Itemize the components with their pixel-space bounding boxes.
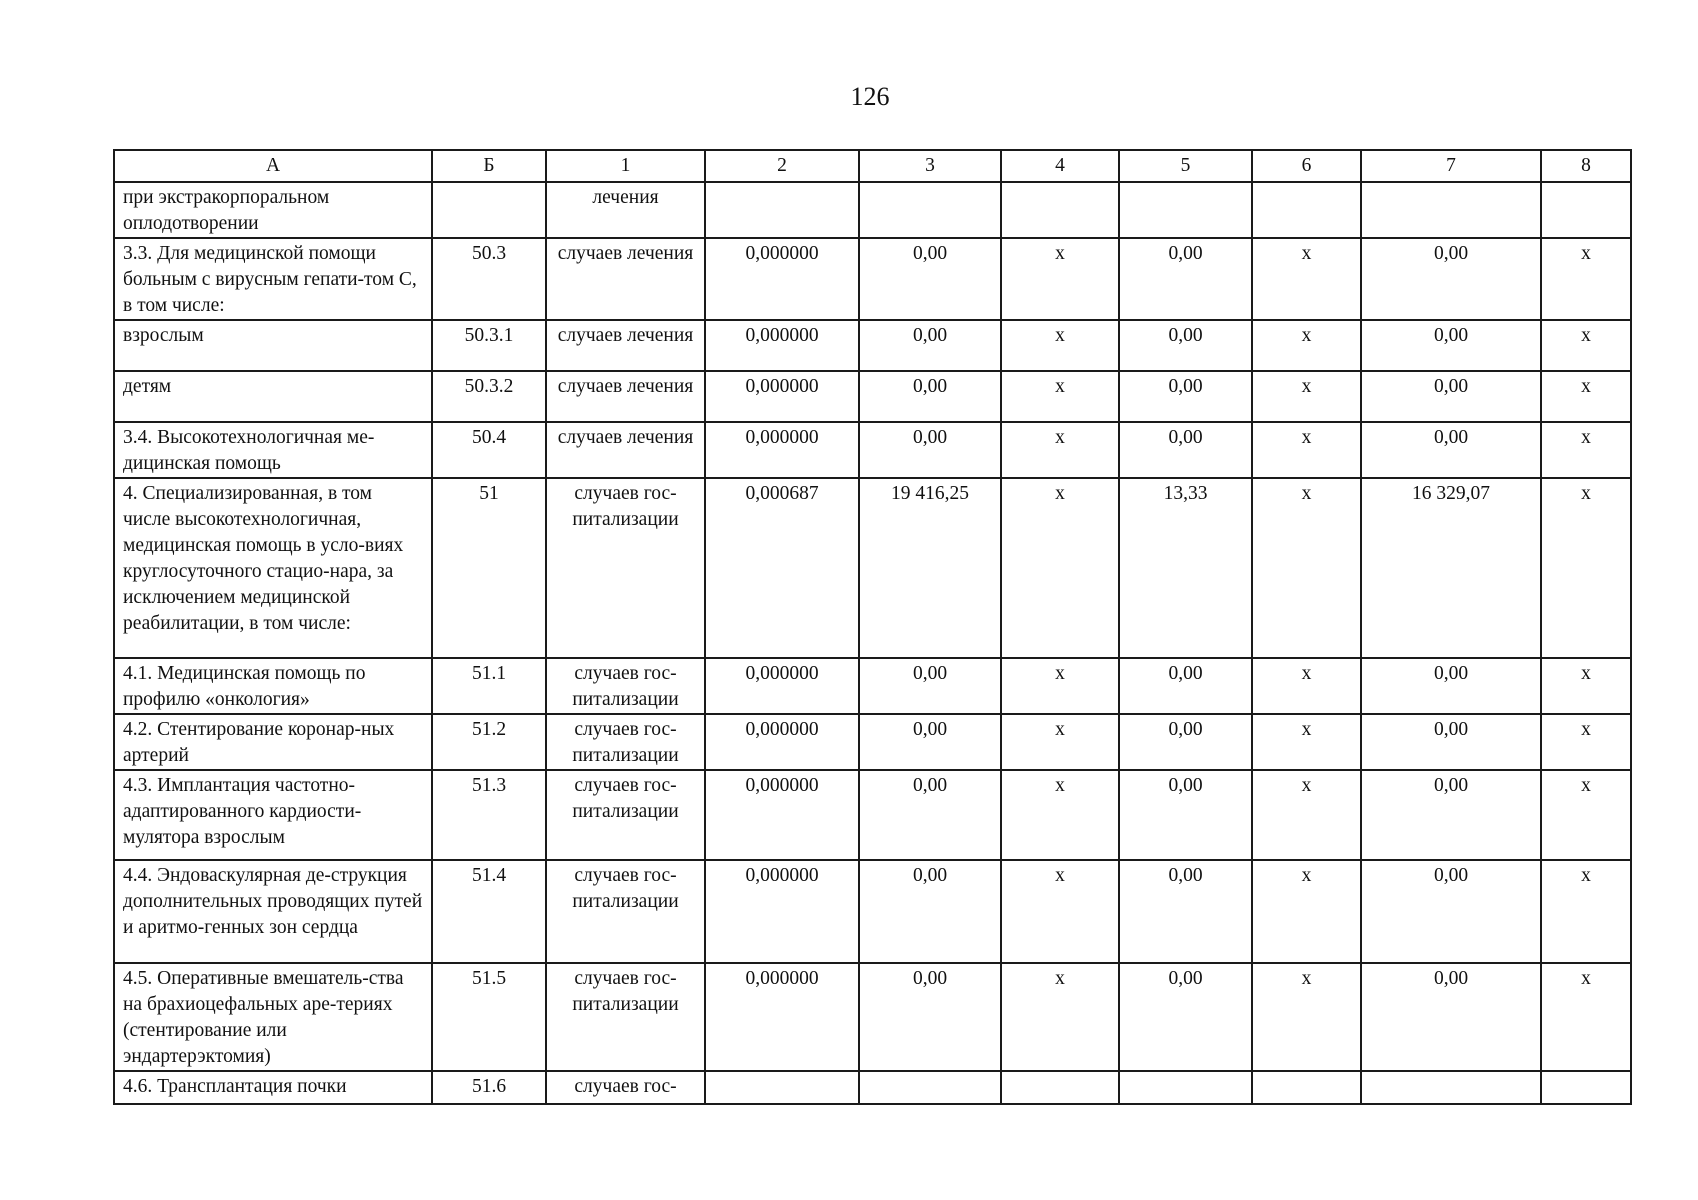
table-header [114, 150, 1631, 182]
cell-col-2: 0,000000 [705, 963, 859, 1071]
table-row [114, 371, 1631, 422]
cell-col-7: 0,00 [1361, 860, 1541, 963]
cell-col-4: х [1001, 714, 1119, 770]
cell-col-3: 0,00 [859, 238, 1001, 320]
table-row [114, 422, 1631, 478]
table-row [114, 320, 1631, 371]
cell-col-2: 0,000000 [705, 658, 859, 714]
cell-col-2: 0,000687 [705, 478, 859, 658]
cell-name: 4.6. Трансплантация почки [114, 1071, 432, 1104]
cell-col-8: х [1541, 714, 1631, 770]
cell-col-4: х [1001, 860, 1119, 963]
cell-name: 4. Специализированная, в том числе высокотехнологичная, медицинская помощь в усло-виях круглосуточного стацио-нара, за исключением медицинской реабилитации, в том числе: [114, 478, 432, 658]
cell-col-6: х [1252, 714, 1361, 770]
cell-unit: лечения [546, 182, 705, 238]
cell-col-6: х [1252, 371, 1361, 422]
cell-code: 51.6 [432, 1071, 546, 1104]
cell-col-4: х [1001, 478, 1119, 658]
cell-col-3: 0,00 [859, 860, 1001, 963]
cell-col-3: 0,00 [859, 770, 1001, 860]
header-cell-a: А [114, 150, 432, 182]
cell-col-4: х [1001, 371, 1119, 422]
header-cell-1: 1 [546, 150, 705, 182]
cell-col-7: 0,00 [1361, 371, 1541, 422]
cell-col-7: 0,00 [1361, 320, 1541, 371]
cell-code: 51.5 [432, 963, 546, 1071]
cell-col-6: х [1252, 658, 1361, 714]
cell-col-3: 0,00 [859, 422, 1001, 478]
header-row [114, 150, 1631, 182]
table-body [114, 182, 1631, 1104]
cell-col-8: х [1541, 371, 1631, 422]
cell-col-4: х [1001, 770, 1119, 860]
cell-col-7: 0,00 [1361, 658, 1541, 714]
cell-col-8: х [1541, 478, 1631, 658]
table-row [114, 1071, 1631, 1104]
cell-col-5 [1119, 1071, 1252, 1104]
cell-col-4: х [1001, 320, 1119, 371]
cell-col-8: х [1541, 770, 1631, 860]
cell-col-2: 0,000000 [705, 238, 859, 320]
cell-col-3: 0,00 [859, 371, 1001, 422]
page-number: 126 [850, 82, 890, 111]
cell-unit: случаев гос-питализации [546, 963, 705, 1071]
header-cell-3: 3 [859, 150, 1001, 182]
cell-col-6: х [1252, 320, 1361, 371]
table-row [114, 238, 1631, 320]
cell-col-5: 0,00 [1119, 320, 1252, 371]
cell-col-6: х [1252, 422, 1361, 478]
cell-col-5: 0,00 [1119, 770, 1252, 860]
cell-code: 51.2 [432, 714, 546, 770]
cell-col-7: 0,00 [1361, 238, 1541, 320]
cell-col-3: 0,00 [859, 714, 1001, 770]
cell-col-5: 0,00 [1119, 238, 1252, 320]
cell-code: 51.3 [432, 770, 546, 860]
cell-col-5: 0,00 [1119, 860, 1252, 963]
cell-col-6: х [1252, 770, 1361, 860]
cell-col-2: 0,000000 [705, 714, 859, 770]
cell-code: 51 [432, 478, 546, 658]
cell-col-4 [1001, 1071, 1119, 1104]
cell-col-2: 0,000000 [705, 770, 859, 860]
cell-col-6: х [1252, 963, 1361, 1071]
cell-code: 50.3.1 [432, 320, 546, 371]
cell-unit: случаев гос-питализации [546, 714, 705, 770]
cell-col-2: 0,000000 [705, 320, 859, 371]
cell-unit: случаев гос-питализации [546, 478, 705, 658]
cell-unit: случаев гос-питализации [546, 658, 705, 714]
cell-col-7 [1361, 182, 1541, 238]
cell-col-2: 0,000000 [705, 860, 859, 963]
cell-col-5: 0,00 [1119, 963, 1252, 1071]
cell-col-5: 0,00 [1119, 422, 1252, 478]
cell-col-8: х [1541, 963, 1631, 1071]
cell-name: 4.5. Оперативные вмешатель-ства на брахиоцефальных аре-териях (стентирование или эндартерэктомия) [114, 963, 432, 1071]
cell-col-7: 16 329,07 [1361, 478, 1541, 658]
cell-code: 50.4 [432, 422, 546, 478]
header-cell-2: 2 [705, 150, 859, 182]
header-cell-5: 5 [1119, 150, 1252, 182]
table-row [114, 963, 1631, 1071]
cell-col-6: х [1252, 238, 1361, 320]
cell-col-8: х [1541, 238, 1631, 320]
cell-code: 50.3 [432, 238, 546, 320]
cell-col-5: 0,00 [1119, 658, 1252, 714]
cell-col-7: 0,00 [1361, 714, 1541, 770]
cell-col-3: 0,00 [859, 658, 1001, 714]
header-cell-b: Б [432, 150, 546, 182]
cell-col-4: х [1001, 658, 1119, 714]
header-cell-6: 6 [1252, 150, 1361, 182]
header-cell-8: 8 [1541, 150, 1631, 182]
cell-name: 3.4. Высокотехнологичная ме-дицинская помощь [114, 422, 432, 478]
cell-col-4 [1001, 182, 1119, 238]
header-cell-7: 7 [1361, 150, 1541, 182]
cell-unit: случаев лечения [546, 320, 705, 371]
cell-col-7: 0,00 [1361, 770, 1541, 860]
cell-col-8: х [1541, 658, 1631, 714]
cell-col-8: х [1541, 422, 1631, 478]
cell-unit: случаев гос- [546, 1071, 705, 1104]
cell-col-3 [859, 182, 1001, 238]
header-cell-4: 4 [1001, 150, 1119, 182]
cell-col-6: х [1252, 478, 1361, 658]
cell-col-4: х [1001, 422, 1119, 478]
table-row [114, 770, 1631, 860]
data-table [113, 149, 1632, 1105]
cell-name: 4.2. Стентирование коронар-ных артерий [114, 714, 432, 770]
cell-col-7: 0,00 [1361, 422, 1541, 478]
cell-col-5: 0,00 [1119, 714, 1252, 770]
cell-col-8: х [1541, 320, 1631, 371]
cell-unit: случаев лечения [546, 371, 705, 422]
cell-col-3: 19 416,25 [859, 478, 1001, 658]
cell-col-3: 0,00 [859, 320, 1001, 371]
cell-name: 4.1. Медицинская помощь по профилю «онкология» [114, 658, 432, 714]
cell-code [432, 182, 546, 238]
cell-col-6 [1252, 1071, 1361, 1104]
cell-col-2: 0,000000 [705, 422, 859, 478]
cell-unit: случаев гос-питализации [546, 770, 705, 860]
cell-col-7 [1361, 1071, 1541, 1104]
cell-col-8 [1541, 1071, 1631, 1104]
cell-col-8 [1541, 182, 1631, 238]
cell-name: при экстракорпоральном оплодотворении [114, 182, 432, 238]
cell-col-4: х [1001, 238, 1119, 320]
cell-name: 4.3. Имплантация частотно-адаптированного кардиости-мулятора взрослым [114, 770, 432, 860]
cell-name: 4.4. Эндоваскулярная де-струкция дополнительных проводящих путей и аритмо-генных зон сердца [114, 860, 432, 963]
cell-col-6: х [1252, 860, 1361, 963]
cell-unit: случаев гос-питализации [546, 860, 705, 963]
cell-unit: случаев лечения [546, 238, 705, 320]
cell-col-5: 0,00 [1119, 371, 1252, 422]
cell-col-2 [705, 182, 859, 238]
cell-col-5: 13,33 [1119, 478, 1252, 658]
table-row [114, 478, 1631, 658]
table-row [114, 658, 1631, 714]
cell-col-3: 0,00 [859, 963, 1001, 1071]
cell-col-2 [705, 1071, 859, 1104]
cell-code: 50.3.2 [432, 371, 546, 422]
table-row [114, 860, 1631, 963]
cell-code: 51.4 [432, 860, 546, 963]
cell-code: 51.1 [432, 658, 546, 714]
cell-col-3 [859, 1071, 1001, 1104]
cell-col-7: 0,00 [1361, 963, 1541, 1071]
cell-col-2: 0,000000 [705, 371, 859, 422]
cell-col-8: х [1541, 860, 1631, 963]
cell-name: детям [114, 371, 432, 422]
cell-name: 3.3. Для медицинской помощи больным с вирусным гепати-том С, в том числе: [114, 238, 432, 320]
cell-col-6 [1252, 182, 1361, 238]
table-row [114, 714, 1631, 770]
cell-name: взрослым [114, 320, 432, 371]
table-row [114, 182, 1631, 238]
cell-col-4: х [1001, 963, 1119, 1071]
cell-unit: случаев лечения [546, 422, 705, 478]
cell-col-5 [1119, 182, 1252, 238]
